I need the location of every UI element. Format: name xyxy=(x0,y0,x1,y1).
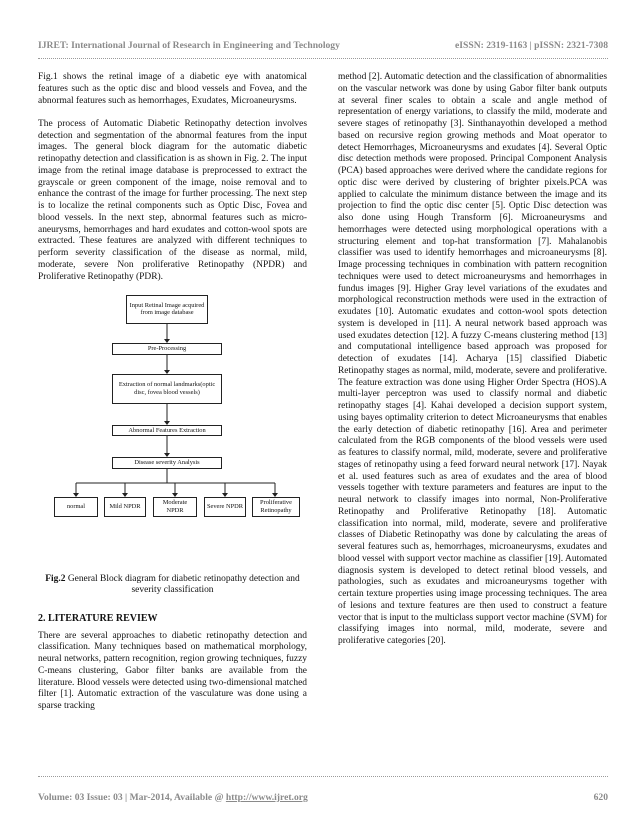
header-rule xyxy=(38,58,608,59)
proliferative-box: Proliferative Retinopathy xyxy=(252,497,300,517)
input-image-box: Input Retinal Image acquired from image database xyxy=(126,295,208,324)
severe-npdr-box: Severe NPDR xyxy=(204,497,246,517)
mild-npdr-box: Mild NPDR xyxy=(104,497,146,517)
landmark-extraction-box: Extraction of normal landmarks(optic disc, fovea blood vessels) xyxy=(112,374,222,404)
section-heading: 2. LITERATURE REVIEW xyxy=(38,612,158,624)
volume-info xyxy=(38,792,308,803)
paragraph: The process of Automatic Diabetic Retinopathy detection involves detection and segmentation of the abnormal features from the input images. The general block diagram for the automatic diabetic retinopathy detection and classification is as shown in Fig. 2. The input image from the retinal image database is preprocessed to extract the grayscale or green component of the image, noise removal and to enhance the contrast of the image for further processing. The next step is to localize the retinal components such as Optic Disc, Fovea and blood vessels. In the next step, abnormal features such as micro-aneurysms, hemorrhages and hard exudates and cotton-wool spots are extracted. These features are analyzed with different techniques to perform severity classification of the disease as normal, mild, moderate, severe Non proliferative Retinopathy (NPDR) and Proliferative Retinopathy (PDR). xyxy=(38,118,308,282)
paragraph: Fig.1 shows the retinal image of a diabetic eye with anatomical features such as the optic disc and blood vessels and Fovea, and the abnormal features such as hemorrhages, Exudates, Microaneurysms. xyxy=(38,72,307,106)
paragraph: method [2]. Automatic detection and the classification of abnormalities on the vascular network was done by using Gabor filter bank outputs at several finer scales to obtain a scale and angle method of representation of energy variations, to classify the mild, moderate and severe stages of retinopathy [3]. Sinthanayothin developed a method based on recursive region growing methods and Moat operator to detect Hemorrhages, Microaneurysms and exudates [4]. Several Optic disc detection methods were proposed. Principal Component Analysis (PCA) based approaches were derived where the candidate regions for optic disc were derived by clustering of brighter pixels.PCA was applied to calculate the minimum distance between the image and its projection to find the optic disc center [5]. Optic Disc detection was also done using Hough Transform [6]. Microaneurysms and hemorrhages were detected using morphological operations with a structuring element and top-hat transformation [7]. Mahalanobis classifier was used to identify hemorrhages and microaneurysms [8]. Image processing techniques in combination with pattern recognition techniques were used to detect microaneurysms and hemorrhages in fundus images [9]. Higher Gray level variations of the exudates and morphological reconstruction methods were used in the extraction of exudates [10]. Automatic exudates and cotton-wool spots detection system is developed in [11]. A neural network based approach was used exudates detection [12]. A fuzzy C-means clustering method [13] and computational intelligence based approach was proposed for detection of exudates [14]. Acharya [15] classified Diabetic Retinopathy stages as normal, mild, moderate, severe and proliferative. The feature extraction was done using Higher Order Spectra (HOS).A multi-layer perceptron was used to classify normal and diabetic retinopathy stages [4]. Kahai developed a decision support system, using bayes optimality criterion to detect Microaneurysms that enables the early detection of diabetic retinopathy [16]. Area and perimeter calculated from the RGB components of the blood vessels were used as features to classify normal, mild, moderate, severe and proliferative stages of retinopathy using a feed forward neural network [17]. Nayak et al. used features such as area of exudates and the area of blood vessels together with texture parameters and features are input to the neural network to classify images into normal, Non-Proliferative Retinopathy and Proliferative Retinopathy [18]. Automatic classification into normal, mild, moderate, severe and proliferative classes of Diabetic Retinopathy was done by calculating the areas of several features such as, hemorrhages, microaneurysms, exudates and blood vessel with support vector machine as classifier [19]. Automated diagnosis system is developed to detect retinal blood vessels, and pathologies, such as exudates and microaneurysms together with certain texture properties using image processing techniques. The area of lesions and texture features are then used to construct a feature vector that is input to the multiclass support vector machine (SVM) for classifying images into normal, mild, moderate, severe and proliferative categories [20]. xyxy=(338,72,607,646)
normal-box: normal xyxy=(54,497,98,517)
block-diagram xyxy=(38,295,307,566)
journal-link[interactable]: http://www.ijret.org xyxy=(225,792,308,803)
abnormal-features-box: Abnormal Features Extraction xyxy=(112,425,222,436)
issn: eISSN: 2319-1163 | pISSN: 2321-7308 xyxy=(455,40,608,51)
moderate-npdr-box: Moderate NPDR xyxy=(153,497,197,517)
page-number: 620 xyxy=(593,792,608,803)
page-header xyxy=(38,40,608,51)
journal-title: IJRET: International Journal of Research in Engineering and Technology xyxy=(38,40,340,51)
footer-rule xyxy=(38,776,608,777)
caption-label: Fig.2 xyxy=(45,573,66,584)
page-footer xyxy=(38,792,608,803)
caption-text: General Block diagram for diabetic retinopathy detection and severity classification xyxy=(65,573,300,596)
severity-analysis-box: Disease severity Analysis xyxy=(112,457,222,469)
left-column xyxy=(38,72,307,724)
right-column xyxy=(338,72,607,659)
figure-caption xyxy=(38,574,307,597)
volume-text: Volume: 03 Issue: 03 | Mar-2014, Available @ xyxy=(38,792,226,803)
preprocessing-box: Pre-Processing xyxy=(112,343,222,355)
paragraph: There are several approaches to diabetic retinopathy detection and classification. Many techniques based on mathematical morphology, neural networks, pattern recognition, region growing techniques, fuzzy C-means clustering, Gabor filter banks are available from the literature. Blood vessels were detected using two-dimensional matched filter [1]. Automatic extraction of the vasculature was done using a sparse tracking xyxy=(38,630,307,711)
